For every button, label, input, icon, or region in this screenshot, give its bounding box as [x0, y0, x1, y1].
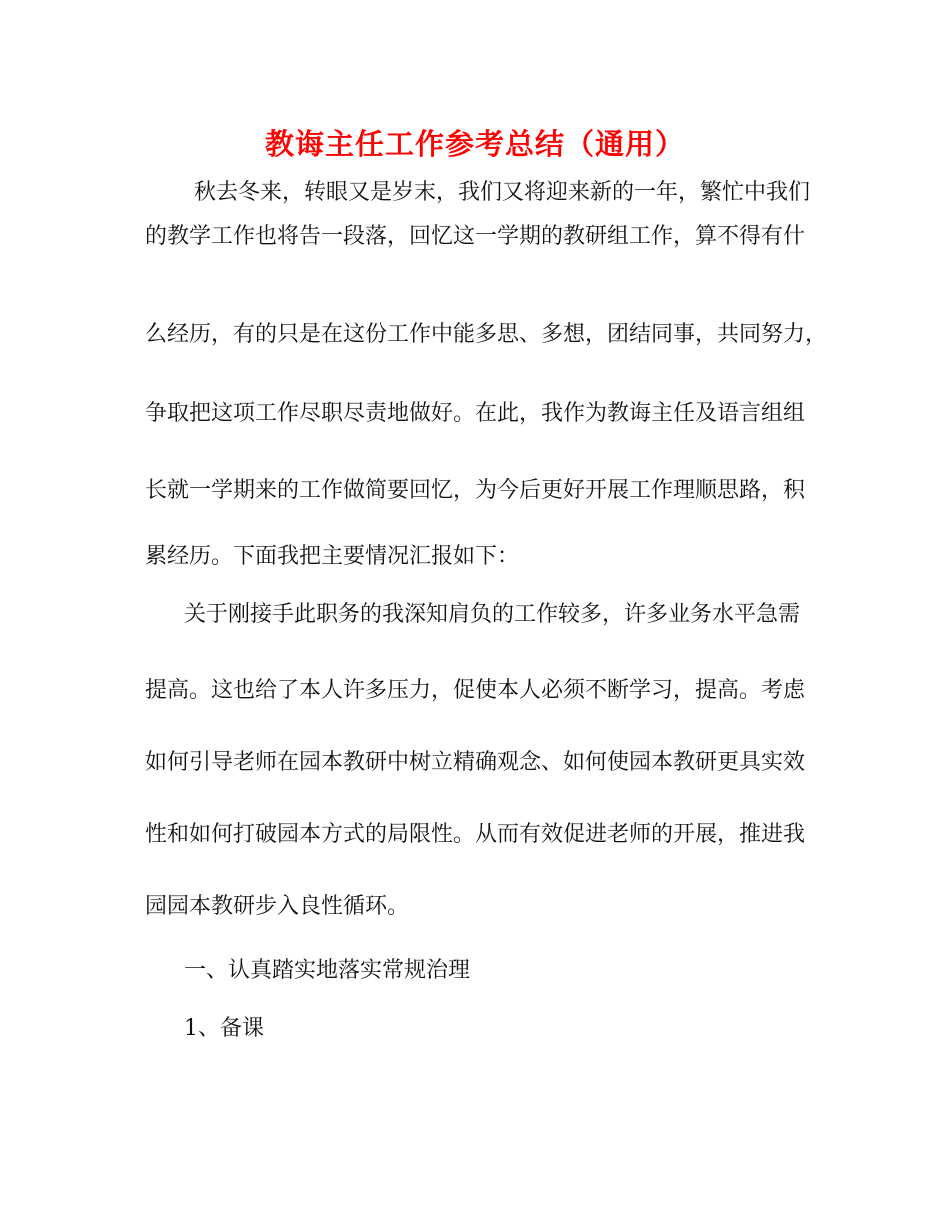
- paragraph-line: 累经历。下面我把主要情况汇报如下：: [145, 544, 520, 569]
- subsection-heading: 1、备课: [184, 1016, 264, 1041]
- paragraph-line: 么经历，有的只是在这份工作中能多思、多想，团结同事，共同努力，: [145, 322, 828, 347]
- paragraph-line: 如何引导老师在园本教研中树立精确观念、如何使园本教研更具实效: [145, 750, 806, 775]
- paragraph-line: 关于刚接手此职务的我深知肩负的工作较多，许多业务水平急需: [184, 602, 801, 627]
- section-heading: 一、认真踏实地落实常规治理: [184, 958, 471, 983]
- paragraph-line: 园园本教研步入良性循环。: [145, 894, 410, 919]
- paragraph-line: 争取把这项工作尽职尽责地做好。在此，我作为教诲主任及语言组组: [145, 401, 806, 426]
- document-title: 教诲主任工作参考总结（通用）: [264, 127, 685, 161]
- paragraph-line: 长就一学期来的工作做简要回忆，为今后更好开展工作理顺思路，积: [145, 478, 806, 503]
- paragraph-line: 秋去冬来，转眼又是岁末，我们又将迎来新的一年，繁忙中我们: [194, 180, 811, 205]
- paragraph-line: 的教学工作也将告一段落，回忆这一学期的教研组工作，算不得有什: [145, 224, 806, 249]
- paragraph-line: 性和如何打破园本方式的局限性。从而有效促进老师的开展，推进我: [145, 822, 806, 847]
- paragraph-line: 提高。这也给了本人许多压力，促使本人必须不断学习，提高。考虑: [145, 678, 806, 703]
